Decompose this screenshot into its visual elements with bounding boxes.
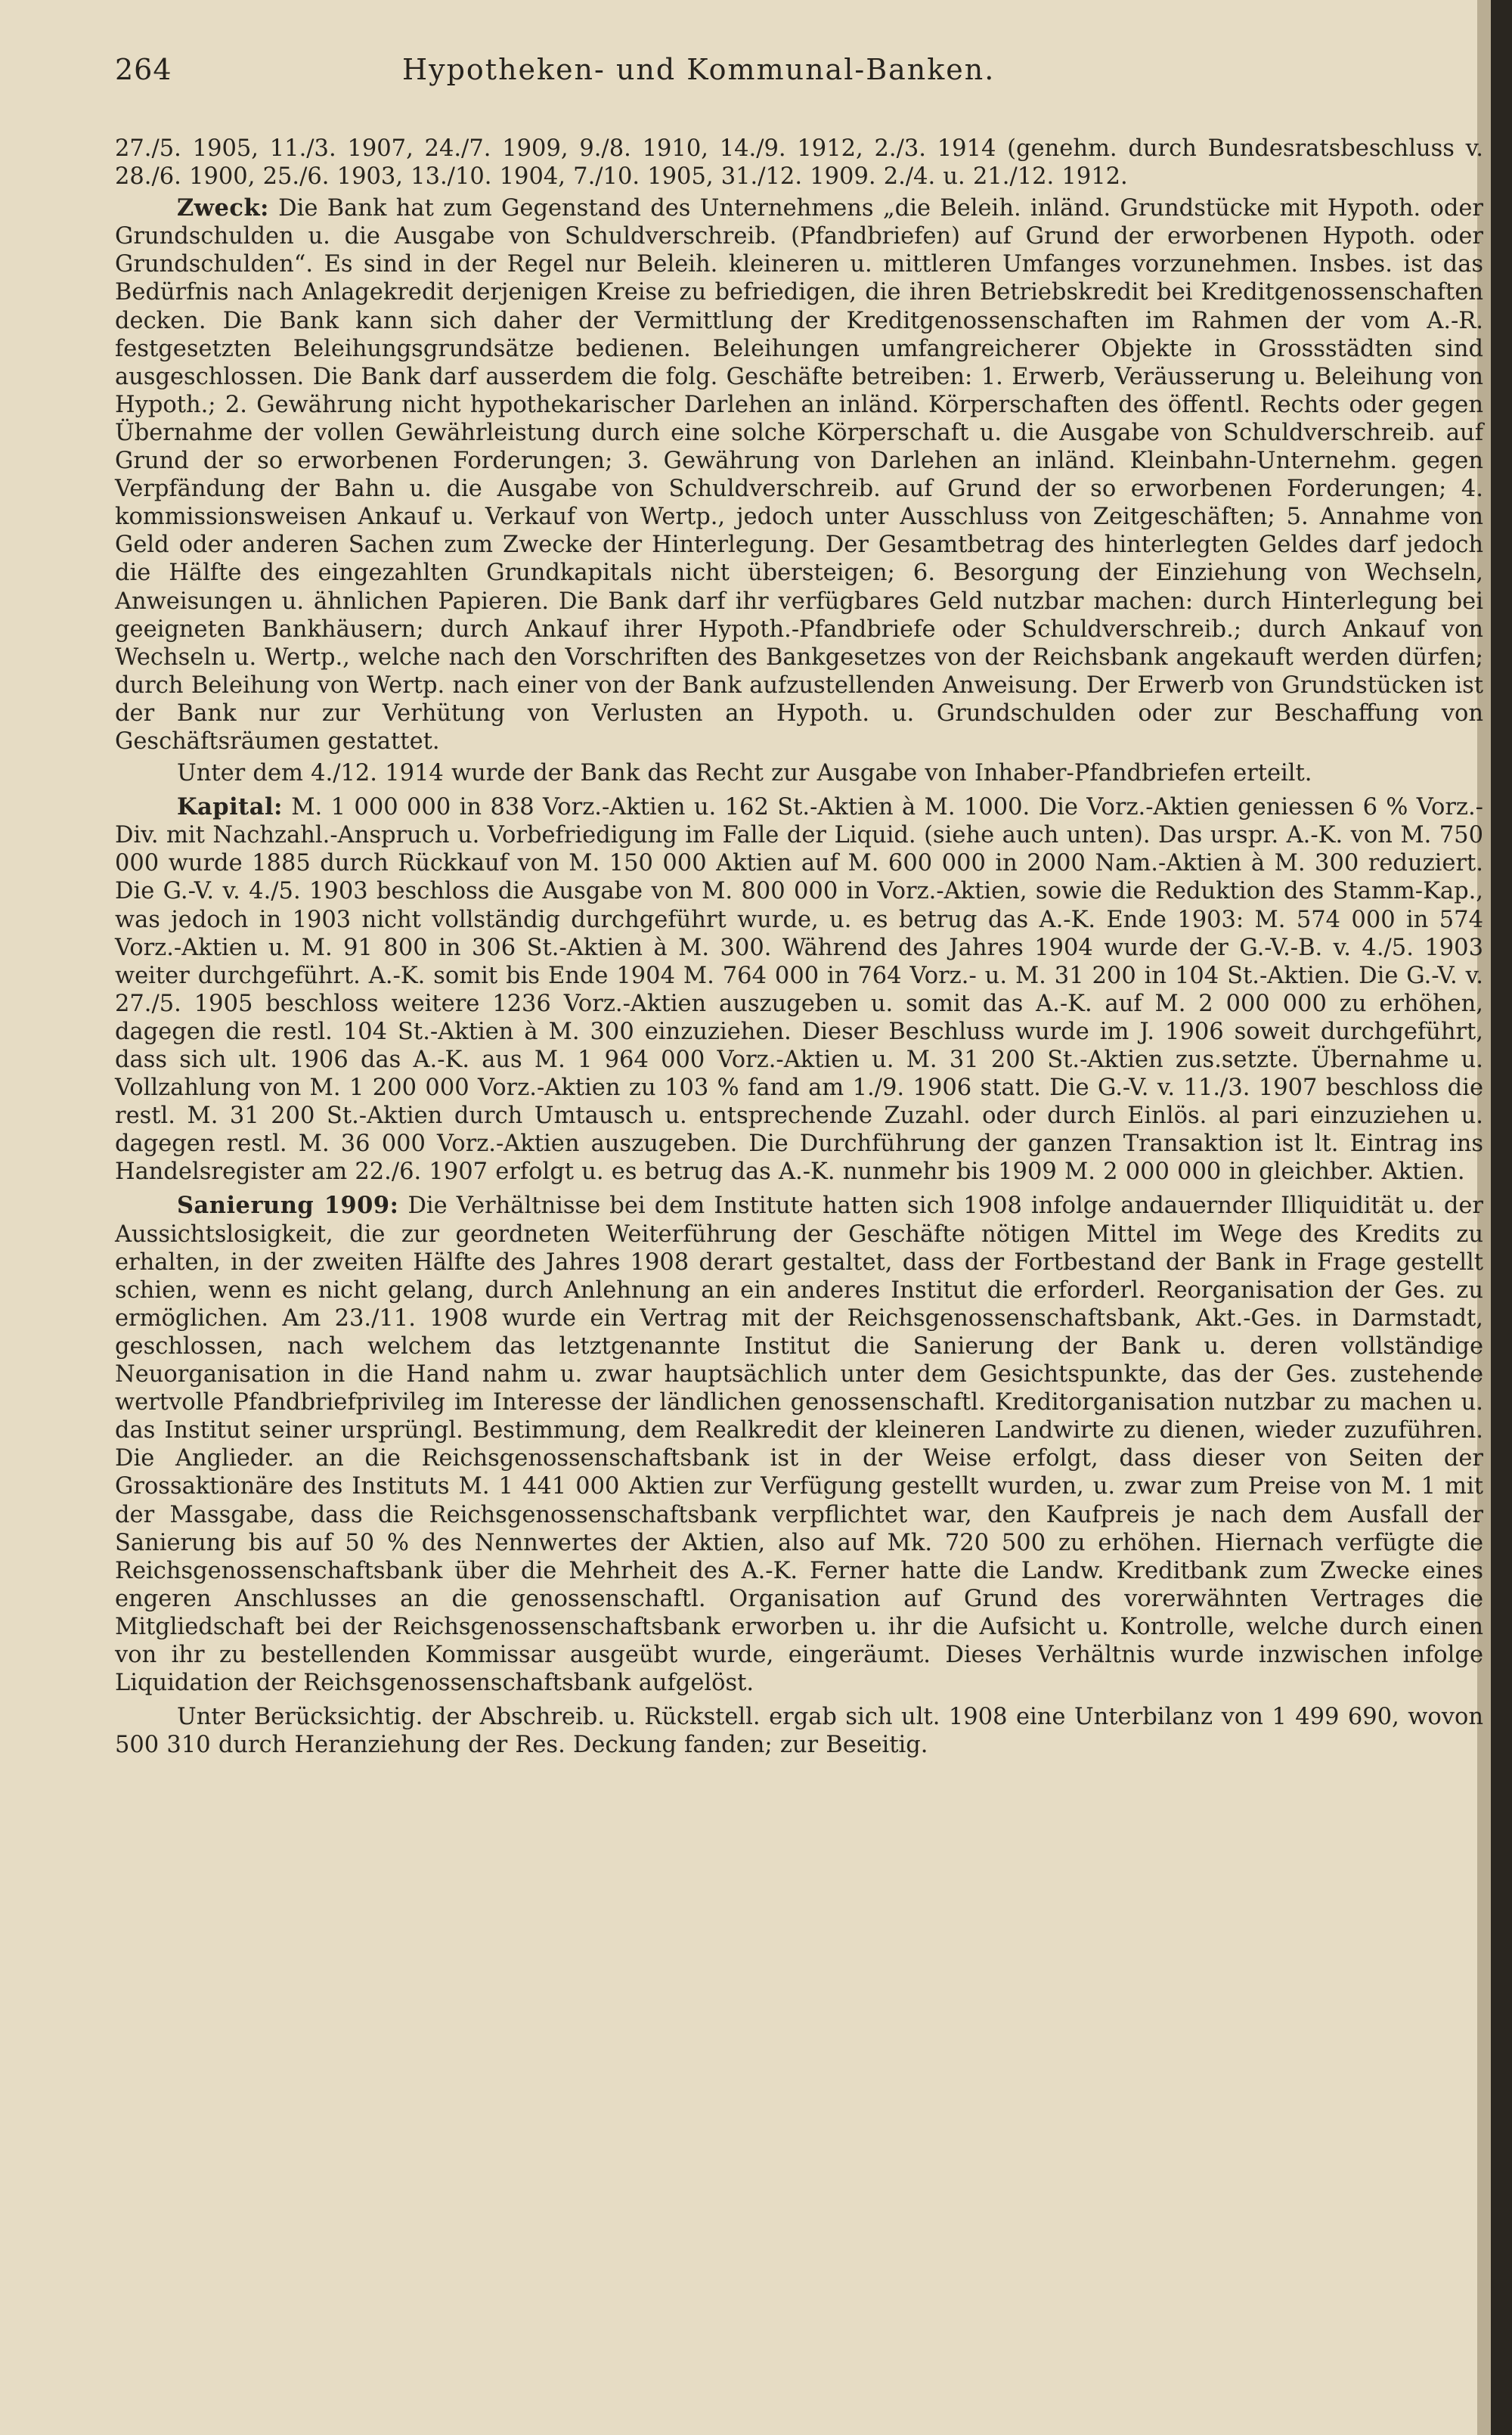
- page-number: 264: [115, 53, 172, 86]
- running-title: Hypotheken- und Kommunal-Banken.: [402, 53, 996, 86]
- paragraph-sanierung: [115, 1192, 1483, 1697]
- unterbilanz-text: Unter Berücksichtig. der Abschreib. u. Rückstell. ergab sich ult. 1908 eine Unterbilanz von 1 499 690, wovon 500 310 durch Heranziehung der Res. Deckung fanden; zur Beseitig.: [115, 1704, 1483, 1759]
- paragraph-dates-text: 27./5. 1905, 11./3. 1907, 24./7. 1909, 9./8. 1910, 14./9. 1912, 2./3. 1914 (genehm. durch Bundesratsbeschluss v. 28./6. 1900, 25./6. 1903, 13./10. 1904, 7./10. 1905, 31./12. 1909. 2./4. u. 21./12. 1912.: [115, 135, 1483, 191]
- paragraph-kapital: [115, 793, 1483, 1186]
- zweck-text: Die Bank hat zum Gegenstand des Unternehmens „die Beleih. inländ. Grundstücke mit Hypoth. oder Grundschulden u. die Ausgabe von Schuldverschreib. (Pfandbriefen) auf Grund der erworbenen Hypoth. oder Grundschulden“. Es sind in der Regel nur Beleih. kleineren u. mittleren Umfanges vorzunehmen. Insbes. ist das Bedürfnis nach Anlagekredit derjenigen Kreise zu befriedigen, die ihren Betriebskredit bei Kreditgenossenschaften decken. Die Bank kann sich daher der Vermittlung der Kreditgenossenschaften im Rahmen der vom A.-R. festgesetzten Beleihungsgrundsätze bedienen. Beleihungen umfangreicherer Objekte in Grossstädten sind ausgeschlossen. Die Bank darf ausserdem die folg. Geschäfte betreiben: 1. Erwerb, Veräusserung u. Beleihung von Hypoth.; 2. Gewährung nicht hypothekarischer Darlehen an inländ. Körperschaften des öffentl. Rechts oder gegen Übernahme der vollen Gewährleistung durch eine solche Körperschaft u. die Ausgabe von Schuldverschreib. auf Grund der so erworbenen Forderungen; 3. Gewährung von Darlehen an inländ. Kleinbahn-Unternehm. gegen Verpfändung der Bahn u. die Ausgabe von Schuldverschreib. auf Grund der so erworbenen Forderungen; 4. kommissionsweisen Ankauf u. Verkauf von Wertp., jedoch unter Ausschluss von Zeitgeschäften; 5. Annahme von Geld oder anderen Sachen zum Zwecke der Hinterlegung. Der Gesamtbetrag des hinterlegten Geldes darf jedoch die Hälfte des eingezahlten Grundkapitals nicht übersteigen; 6. Besorgung der Einziehung von Wechseln, Anweisungen u. ähnlichen Papieren. Die Bank darf ihr verfügbares Geld nutzbar machen: durch Hinterlegung bei geeigneten Bankhäusern; durch Ankauf ihrer Hypoth.-Pfandbriefe oder Schuldverschreib.; durch Ankauf von Wechseln u. Wertp., welche nach den Vorschriften des Bankgesetzes von der Reichsbank angekauft werden dürfen; durch Beleihung von Wertp. nach einer von der Bank aufzustellenden Anweisung. Der Erwerb von Grundstücken ist der Bank nur zur Verhütung von Verlusten an Hypoth. u. Grundschulden oder zur Beschaffung von Geschäftsräumen gestattet.: [115, 195, 1483, 755]
- zweck-heading: Zweck:: [177, 194, 269, 222]
- paragraph-zweck: [115, 194, 1483, 755]
- kapital-heading: Kapital:: [177, 793, 283, 821]
- sanierung-text: Die Verhältnisse bei dem Institute hatten sich 1908 infolge andauernder Illiquidität u. der Aussichtslosigkeit, die zur geordneten Weiterführung der Geschäfte nötigen Mittel im Wege des Kredits zu erhalten, in der zweiten Hälfte des Jahres 1908 derart gestaltet, dass der Fortbestand der Bank in Frage gestellt schien, wenn es nicht gelang, durch Anlehnung an ein anderes Institut die erforderl. Reorganisation der Ges. zu ermöglichen. Am 23./11. 1908 wurde ein Vertrag mit der Reichsgenossenschaftsbank, Akt.-Ges. in Darmstadt, geschlossen, nach welchem das letztgenannte Institut die Sanierung der Bank u. deren vollständige Neuorganisation in die Hand nahm u. zwar hauptsächlich unter dem Gesichtspunkte, das der Ges. zustehende wertvolle Pfandbriefprivileg im Interesse der ländlichen genossenschaftl. Kreditorganisation nutzbar zu machen u. das Institut seiner ursprüngl. Bestimmung, dem Realkredit der kleineren Landwirte zu dienen, wieder zuzuführen. Die Anglieder. an die Reichsgenossenschaftsbank ist in der Weise erfolgt, dass dieser von Seiten der Grossaktionäre des Instituts M. 1 441 000 Aktien zur Verfügung gestellt wurden, u. zwar zum Preise von M. 1 mit der Massgabe, dass die Reichsgenossenschaftsbank verpflichtet war, den Kaufpreis je nach dem Ausfall der Sanierung bis auf 50 % des Nennwertes der Aktien, also auf Mk. 720 500 zu erhöhen. Hiernach verfügte die Reichsgenossenschaftsbank über die Mehrheit des A.-K. Ferner hatte die Landw. Kreditbank zum Zwecke eines engeren Anschlusses an die genossenschaftl. Organisation auf Grund des vorerwähnten Vertrages die Mitgliedschaft bei der Reichsgenossenschaftsbank erworben u. ihr die Aufsicht u. Kontrolle, welche durch einen von ihr zu bestellenden Kommissar ausgeübt wurde, eingeräumt. Dieses Verhältnis wurde inzwischen infolge Liquidation der Reichsgenossenschaftsbank aufgelöst.: [115, 1193, 1483, 1697]
- kapital-text: M. 1 000 000 in 838 Vorz.-Aktien u. 162 St.-Aktien à M. 1000. Die Vorz.-Aktien geniessen 6 % Vorz.-Div. mit Nachzahl.-Anspruch u. Vorbefriedigung im Falle der Liquid. (siehe auch unten). Das urspr. A.-K. von M. 750 000 wurde 1885 durch Rückkauf von M. 150 000 Aktien auf M. 600 000 in 2000 Nam.-Aktien à M. 300 reduziert. Die G.-V. v. 4./5. 1903 beschloss die Ausgabe von M. 800 000 in Vorz.-Aktien, sowie die Reduktion des Stamm-Kap., was jedoch in 1903 nicht vollständig durchgeführt wurde, u. es betrug das A.-K. Ende 1903: M. 574 000 in 574 Vorz.-Aktien u. M. 91 800 in 306 St.-Aktien à M. 300. Während des Jahres 1904 wurde der G.-V.-B. v. 4./5. 1903 weiter durchgeführt. A.-K. somit bis Ende 1904 M. 764 000 in 764 Vorz.- u. M. 31 200 in 104 St.-Aktien. Die G.-V. v. 27./5. 1905 beschloss weitere 1236 Vorz.-Aktien auszugeben u. somit das A.-K. auf M. 2 000 000 zu erhöhen, dagegen die restl. 104 St.-Aktien à M. 300 einzuziehen. Dieser Beschluss wurde im J. 1906 soweit durchgeführt, dass sich ult. 1906 das A.-K. aus M. 1 964 000 Vorz.-Aktien u. M. 31 200 St.-Aktien zus.setzte. Übernahme u. Vollzahlung von M. 1 200 000 Vorz.-Aktien zu 103 % fand am 1./9. 1906 statt. Die G.-V. v. 11./3. 1907 beschloss die restl. M. 31 200 St.-Aktien durch Umtausch u. entsprechende Zuzahl. oder durch Einlös. al pari einzuziehen u. dagegen restl. M. 36 000 Vorz.-Aktien auszugeben. Die Durchführung der ganzen Transaktion ist lt. Eintrag ins Handelsregister am 22./6. 1907 erfolgt u. es betrug das A.-K. nunmehr bis 1909 M. 2 000 000 in gleichber. Aktien.: [115, 794, 1483, 1186]
- paragraph-unterbilanz: [115, 1703, 1483, 1759]
- paragraph-dates: [115, 135, 1483, 191]
- page-header: [115, 53, 1476, 86]
- page-edge-shadow: [1491, 0, 1512, 2435]
- body-text: [115, 135, 1483, 1763]
- paragraph-pfandbrief-recht: [115, 759, 1483, 787]
- pfandbrief-recht-text: Unter dem 4./12. 1914 wurde der Bank das Recht zur Ausgabe von Inhaber-Pfandbriefen erteilt.: [177, 760, 1312, 787]
- sanierung-heading: Sanierung 1909:: [177, 1192, 399, 1220]
